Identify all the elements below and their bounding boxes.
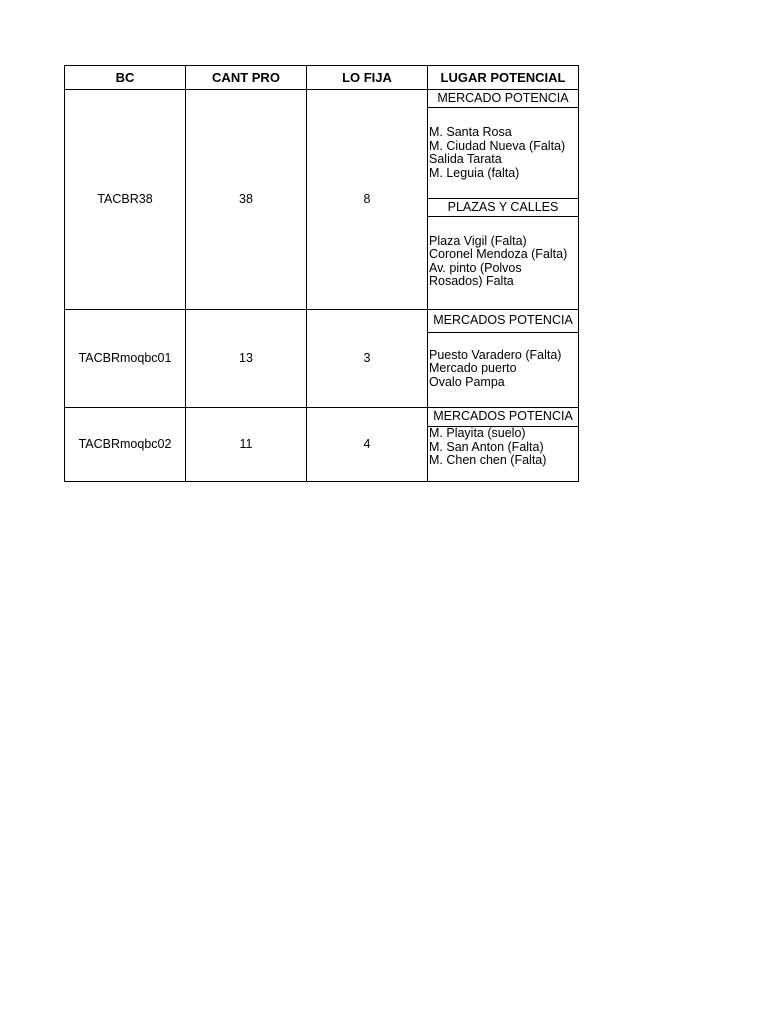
cant-pro-cell: 38 — [186, 90, 307, 310]
list-item: Av. pinto (Polvos — [429, 260, 522, 275]
cant-pro-cell: 11 — [186, 408, 307, 482]
lugar-sub-table — [428, 408, 578, 479]
bc-cell: TACBRmoqbc02 — [65, 408, 186, 482]
lugar-potencial-cell — [428, 408, 579, 482]
group-list — [428, 108, 578, 199]
table-row — [65, 408, 579, 482]
group-title: MERCADOS POTENCIA — [428, 408, 578, 427]
group-list — [428, 427, 578, 480]
group-list — [428, 333, 578, 406]
list-item: M. Chen chen (Falta) — [429, 453, 547, 467]
list-item: Salida Tarata — [429, 152, 502, 166]
lo-fija-cell: 3 — [307, 310, 428, 408]
list-item: M. Santa Rosa — [429, 125, 512, 139]
lugar-potencial-cell — [428, 310, 579, 408]
list-item: M. Leguia (falta) — [429, 165, 520, 180]
lugar-sub-table — [428, 90, 578, 306]
list-item: Puesto Varadero (Falta) — [429, 347, 562, 362]
header-row — [65, 66, 579, 90]
list-item: Rosados) Falta — [429, 274, 514, 288]
group-title: PLAZAS Y CALLES — [428, 199, 578, 217]
group-list — [428, 217, 578, 307]
list-item: Ovalo Pampa — [429, 374, 505, 389]
table-row — [65, 90, 579, 310]
header-bc: BC — [65, 66, 186, 90]
table-row — [65, 310, 579, 408]
list-item: Plaza Vigil (Falta) — [429, 233, 527, 248]
list-item: M. Playita (suelo) — [429, 426, 526, 440]
list-item: M. San Anton (Falta) — [429, 439, 544, 454]
lugar-potencial-cell — [428, 90, 579, 310]
lo-fija-cell: 8 — [307, 90, 428, 310]
group-title: MERCADOS POTENCIA — [428, 310, 578, 333]
data-table — [64, 65, 579, 482]
list-item: M. Ciudad Nueva (Falta) — [429, 138, 566, 153]
lugar-sub-table — [428, 310, 578, 405]
bc-cell: TACBRmoqbc01 — [65, 310, 186, 408]
header-cant-pro: CANT PRO — [186, 66, 307, 90]
list-item: Mercado puerto — [429, 361, 517, 376]
group-title: MERCADO POTENCIA — [428, 90, 578, 108]
header-lugar-potencial: LUGAR POTENCIAL — [428, 66, 579, 90]
cant-pro-cell: 13 — [186, 310, 307, 408]
bc-cell: TACBR38 — [65, 90, 186, 310]
list-item: Coronel Mendoza (Falta) — [429, 247, 568, 261]
lo-fija-cell: 4 — [307, 408, 428, 482]
header-lo-fija: LO FIJA — [307, 66, 428, 90]
